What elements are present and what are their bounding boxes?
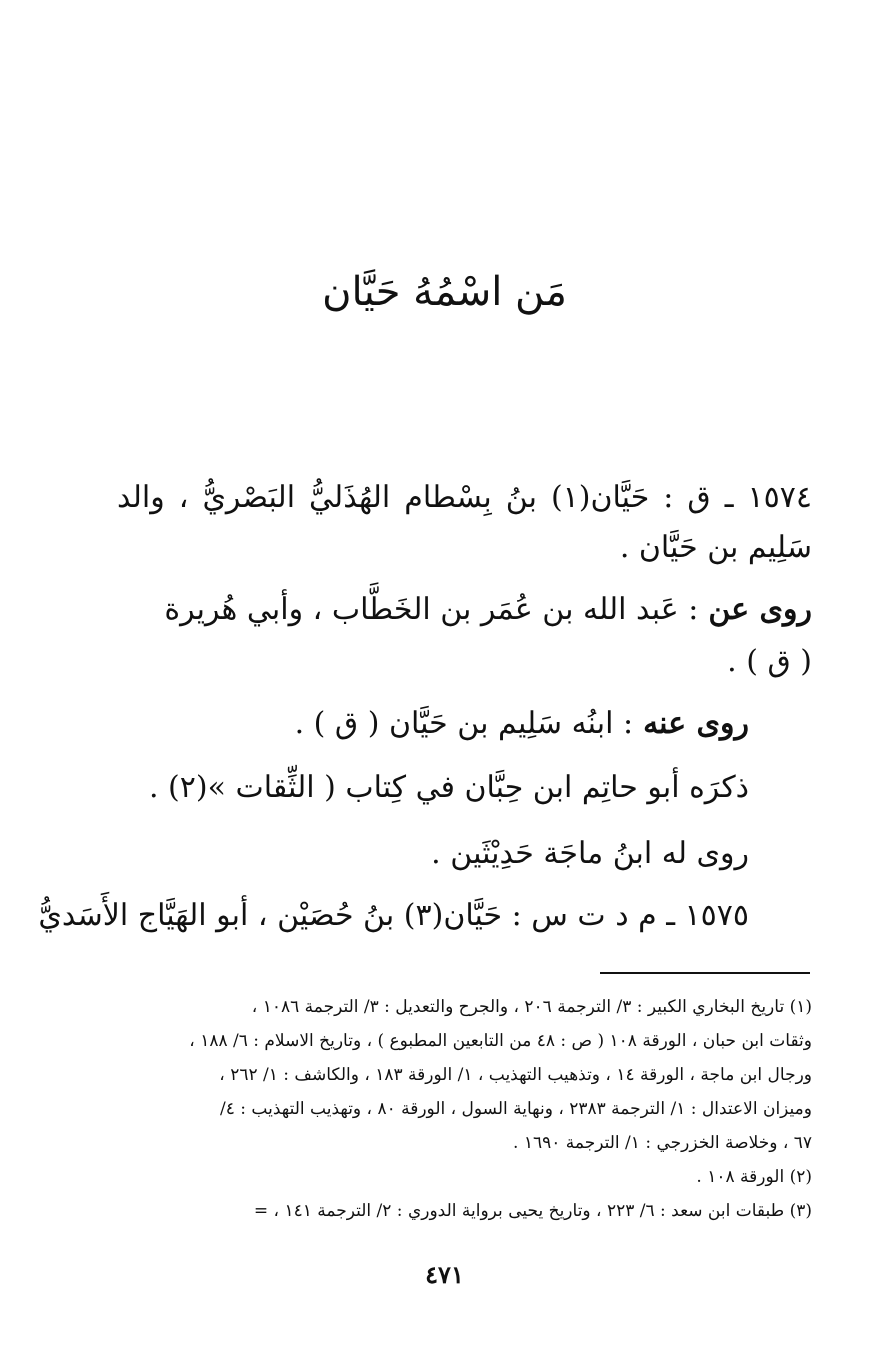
narrated-from-text: : عَبد الله بن عُمَر بن الخَطَّاب ، وأبي هُريرة <box>164 592 699 627</box>
footnote-line: وثقات ابن حبان ، الورقة ١٠٨ ( ص : ٤٨ من التابعين المطبوع ) ، وتاريخ الاسلام : ٦/ ١٨٨ ، <box>189 1031 812 1051</box>
chapter-title: مَن اسْمُهُ حَيَّان <box>322 269 567 315</box>
entry-1575-heading: ١٥٧٥ ـ م د ت س : حَيَّان(٣) بنُ حُصَيْن ، أبو الهَيَّاج الأَسَديُّ <box>38 898 749 933</box>
entry-1574-continuation: سَلِيم بن حَيَّان . <box>619 530 812 565</box>
footnote-separator <box>600 972 810 974</box>
footnotes <box>96 990 812 1228</box>
entry-1574-heading: ١٥٧٤ ـ ق : حَيَّان(١) بنُ بِسْطام الهُذَليُّ البَصْريُّ ، والد <box>117 480 812 515</box>
footnote-line: ورجال ابن ماجة ، الورقة ١٤ ، وتذهيب التهذيب ، ١/ الورقة ١٨٣ ، والكاشف : ١/ ٢٦٢ ، <box>219 1065 812 1085</box>
narrated-from-continuation: ( ق ) . <box>727 644 812 679</box>
footnote-line: (٣) طبقات ابن سعد : ٦/ ٢٢٣ ، وتاريخ يحيى برواية الدوري : ٢/ الترجمة ١٤١ ، = <box>253 1201 812 1221</box>
narrated-by-label: روى عنه <box>643 706 749 741</box>
narrated-from-line <box>117 590 812 630</box>
footnote-line: وميزان الاعتدال : ١/ الترجمة ٢٣٨٣ ، ونهاية السول ، الورقة ٨٠ ، وتهذيب التهذيب : ٤/ <box>219 1099 812 1119</box>
footnote-line: ٦٧ ، وخلاصة الخزرجي : ١/ الترجمة ١٦٩٠ . <box>513 1133 812 1153</box>
mention-line: ذكرَه أبو حاتِم ابن حِبَّان في كِتاب ( الثِّقات »(٢) . <box>148 770 749 805</box>
footnote-line: (٢) الورقة ١٠٨ . <box>696 1167 812 1187</box>
narrated-from-label: روى عن <box>708 592 812 627</box>
footnote-line: (١) تاريخ البخاري الكبير : ٣/ الترجمة ٢٠٦ ، والجرح والتعديل : ٣/ الترجمة ١٠٨٦ ، <box>251 997 812 1017</box>
transmitted-by-line: روى له ابنُ ماجَة حَدِيْثَين . <box>431 836 749 871</box>
narrated-by-line <box>295 704 749 744</box>
narrated-by-text: : ابنُه سَلِيم بن حَيَّان ( ق ) . <box>294 706 634 741</box>
page-number: ٤٧١ <box>425 1260 464 1289</box>
